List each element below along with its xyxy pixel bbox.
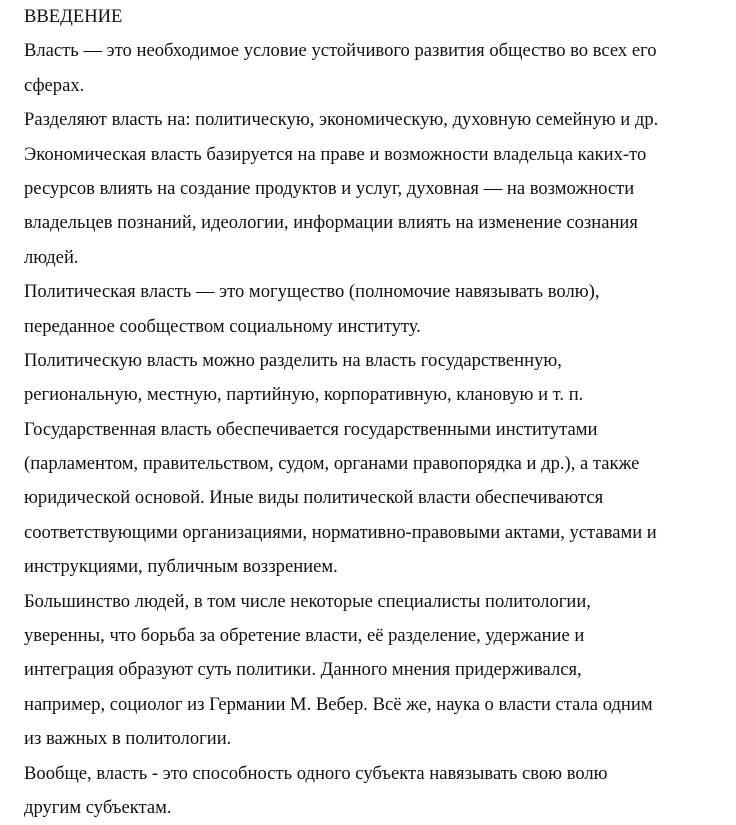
- paragraph-line: сферах.: [24, 74, 85, 96]
- paragraph: [24, 138, 736, 276]
- paragraph: [24, 275, 736, 344]
- paragraph-line: другим субъектам.: [24, 796, 172, 818]
- paragraph: [24, 757, 736, 825]
- paragraph: [24, 103, 736, 137]
- paragraph-line: Вообще, власть - это способность одного субъекта навязывать свою волю: [24, 762, 608, 784]
- paragraph-line: региональную, местную, партийную, корпоративную, клановую и т. п.: [24, 384, 584, 406]
- paragraph-line: владельцев познаний, идеологии, информации влиять на изменение сознания: [24, 212, 638, 234]
- paragraph-line: Большинство людей, в том числе некоторые специалисты политологии,: [24, 590, 591, 612]
- paragraph-line: юридической основой. Иные виды политической власти обеспечиваются: [24, 487, 604, 509]
- paragraph-line: интеграция образуют суть политики. Данного мнения придерживался,: [24, 659, 582, 681]
- paragraph-line: Власть — это необходимое условие устойчивого развития общество во всех его: [24, 40, 657, 62]
- document-heading: ВВЕДЕНИЕ: [24, 6, 123, 27]
- paragraph-line: из важных в политологии.: [24, 728, 232, 750]
- paragraph: [24, 413, 736, 585]
- paragraph-line: соответствующими организациями, нормативно-правовыми актами, уставами и: [24, 521, 657, 543]
- paragraph: [24, 34, 736, 103]
- paragraphs: [24, 34, 736, 825]
- paragraph-line: Разделяют власть на: политическую, экономическую, духовную семейную и др.: [24, 109, 659, 131]
- paragraph-line: например, социолог из Германии М. Вебер. Всё же, наука о власти стала одним: [24, 693, 653, 715]
- paragraph-line: ресурсов влиять на создание продуктов и услуг, духовная — на возможности: [24, 177, 635, 199]
- paragraph-line: людей.: [24, 246, 79, 268]
- paragraph-line: Политическая власть — это могущество (полномочие навязывать волю),: [24, 281, 600, 303]
- paragraph: [24, 344, 736, 413]
- paragraph-line: Экономическая власть базируется на праве и возможности владельца каких-то: [24, 143, 647, 165]
- paragraph-line: (парламентом, правительством, судом, органами правопорядка и др.), а также: [24, 453, 640, 475]
- paragraph-line: уверенны, что борьба за обретение власти, её разделение, удержание и: [24, 625, 585, 647]
- paragraph-line: Политическую власть можно разделить на власть государственную,: [24, 349, 562, 371]
- paragraph-line: Государственная власть обеспечивается государственными институтами: [24, 418, 598, 440]
- paragraph-line: переданное сообществом социальному институту.: [24, 315, 421, 337]
- paragraph-line: инструкциями, публичным воззрением.: [24, 556, 338, 578]
- paragraph: [24, 585, 736, 757]
